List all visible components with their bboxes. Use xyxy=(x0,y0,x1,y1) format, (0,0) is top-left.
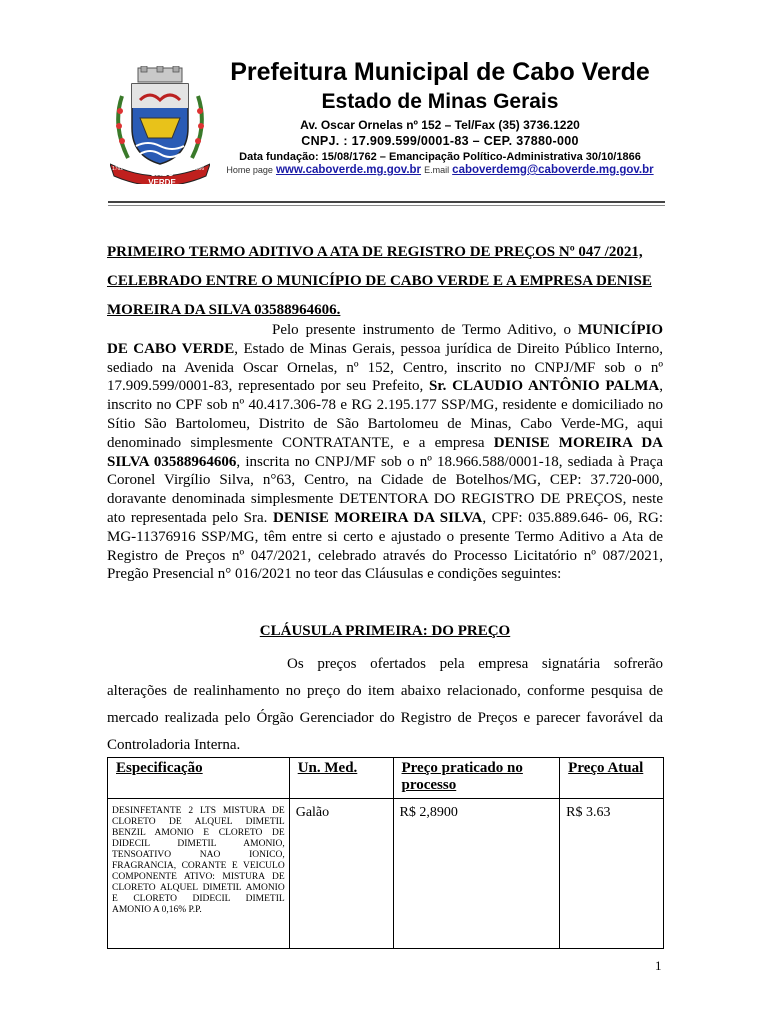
header-specification: Especificação xyxy=(108,758,290,799)
intro-paragraph: Pelo presente instrumento de Termo Aditivo, o MUNICÍPIO DE CABO VERDE, Estado de Minas Gerais, pessoa jurídica de Direito Público Interno, sediado na Avenida Oscar Ornelas, nº 152, Centro, inscrito no CNPJ/MF sob o nº 17.909.599/0001-83, representado por seu Prefeito, Sr. CLAUDIO ANTÔNIO PALMA, inscrito no CPF sob nº 40.417.306-78 e RG 2.195.177 SSP/MG, residente e domiciliado no Sítio São Bartolomeu, Distrito de São Bartolomeu de Minas, Cabo Verde-MG, aqui denominado simplesmente CONTRATANTE, e a empresa DENISE MOREIRA DA SILVA 03588964606, inscrita no CNPJ/MF sob o nº 18.966.588/0001-18, sediada à Praça Coronel Virgílio Silva, n°63, Centro, na Cidade de Botelhos/MG, CEP: 37.720-000, doravante denominada simplesmente DETENTORA DO REGISTRO DE PREÇOS, neste ato representada pelo Sra. DENISE MOREIRA DA SILVA, CPF: 035.889.646- 06, RG: MG-11376916 SSP/MG, têm entre si certo e ajustado o presente Termo Aditivo a Ata de Registro de Preços nº 047/2021, celebrado através do Processo Licitatório nº 087/2021, Pregão Presencial n° 016/2021 no teor das Cláusulas e condições seguintes: xyxy=(107,322,664,583)
clause-paragraph: Os preços ofertados pela empresa signatária sofrerão alterações de realinhamento no preço do item abaixo relacionado, conforme pesquisa de mercado realizada pelo Órgão Gerenciador do Registro de Preços e parecer favorável da Controladoria Interna. xyxy=(107,656,663,753)
address-line: Av. Oscar Ornelas nº 152 – Tel/Fax (35) 3736.1220 xyxy=(300,118,580,132)
crest-banner-text: CABO VERDE xyxy=(148,169,176,187)
crest-year-left: 1762 xyxy=(112,166,124,172)
header-unit: Un. Med. xyxy=(289,758,393,799)
email-link[interactable]: caboverdemg@caboverde.mg.gov.br xyxy=(452,164,654,176)
price-table xyxy=(107,757,664,949)
homepage-label: Home page xyxy=(226,165,273,175)
table-header-row xyxy=(108,758,664,799)
cell-specification: DESINFETANTE 2 LTS MISTURA DE CLORETO DE ALQUEL DIMETIL BENZIL AMONIO E CLORETO DE DIDECIL DIMETIL AMONIO, TENSOATIVO NAO IONICO, FRAGRANCIA, CORANTE E VEICULO COMPONENTE ATIVO: MISTURA DE CLORETO ALQUEL DIMETIL AMONIO E CLORETO DIDECIL DIMETIL AMONIO A 0,16% P.P. xyxy=(108,799,290,949)
municipality-title: Prefeitura Municipal de Cabo Verde xyxy=(230,58,650,86)
header-divider xyxy=(108,201,665,203)
crest-year-right: 1866 xyxy=(193,166,205,172)
dates-line: Data fundação: 15/08/1762 – Emancipação Político-Administrativa 30/10/1866 xyxy=(239,151,641,163)
header-current-price: Preço Atual xyxy=(560,758,664,799)
cell-current-price: R$ 3.63 xyxy=(560,799,664,949)
cell-unit: Galão xyxy=(289,799,393,949)
state-subtitle: Estado de Minas Gerais xyxy=(321,90,559,113)
header-process-price: Preço praticado no processo xyxy=(393,758,560,799)
clause-title: CLÁUSULA PRIMEIRA: DO PREÇO xyxy=(259,623,511,639)
page-number: 1 xyxy=(655,958,662,973)
email-label: E.mail xyxy=(424,165,450,175)
document-heading: PRIMEIRO TERMO ADITIVO A ATA DE REGISTRO DE PREÇOS Nº 047 /2021, CELEBRADO ENTRE O MUNICÍPIO DE CABO VERDE E A EMPRESA DENISE MOREIRA DA SILVA 03588964606. xyxy=(107,244,652,318)
homepage-link[interactable]: www.caboverde.mg.gov.br xyxy=(275,164,422,176)
contact-line xyxy=(215,164,665,176)
cnpj-line: CNPJ. : 17.909.599/0001-83 – CEP. 37880-000 xyxy=(301,134,579,148)
cell-process-price: R$ 2,8900 xyxy=(393,799,560,949)
table-row xyxy=(108,799,664,949)
header-divider-thin xyxy=(108,205,665,206)
